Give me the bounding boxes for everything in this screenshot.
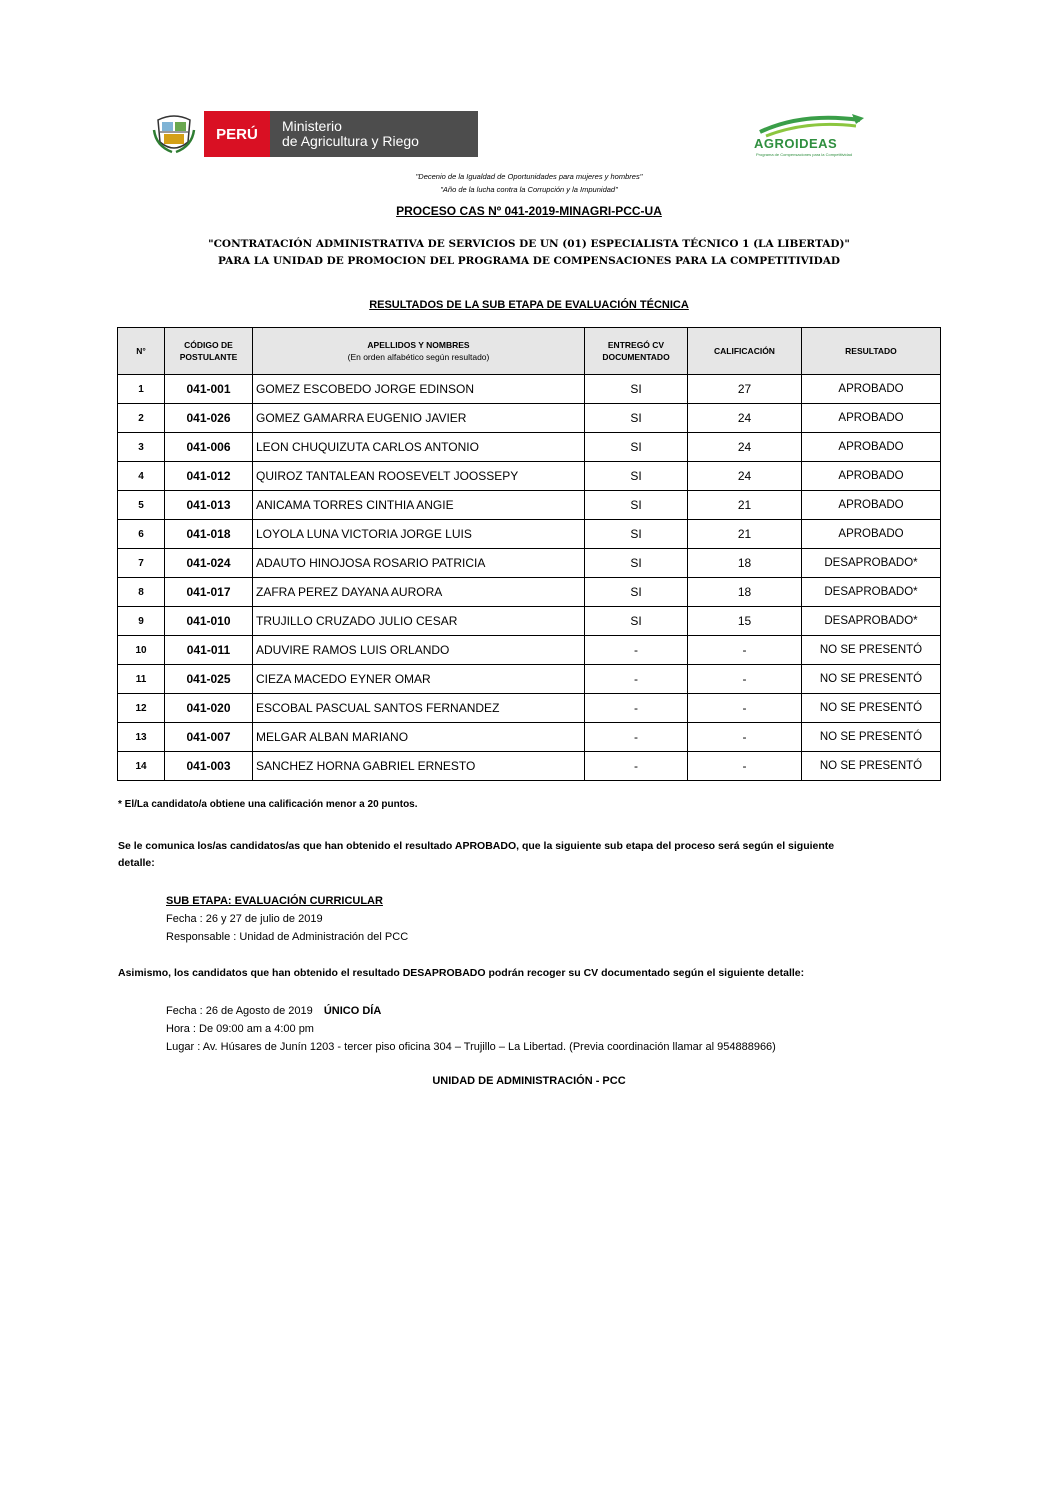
peru-coat-of-arms-icon (152, 112, 196, 156)
applicant-code-cell: 041-003 (165, 752, 253, 781)
score-cell: 21 (688, 520, 802, 549)
score-cell: 21 (688, 491, 802, 520)
applicant-code-cell: 041-001 (165, 375, 253, 404)
agroideas-swoosh-icon (752, 110, 872, 138)
score-cell: - (688, 636, 802, 665)
applicant-name-cell: TRUJILLO CRUZADO JULIO CESAR (253, 607, 585, 636)
approved-notice (118, 838, 938, 872)
table-row (118, 520, 941, 549)
cv-delivered-cell: SI (585, 549, 688, 578)
next-stage-details (166, 892, 408, 946)
agroideas-logo (752, 110, 872, 160)
applicant-code-cell: 041-006 (165, 433, 253, 462)
result-cell: DESAPROBADO* (802, 549, 941, 578)
pickup-place: Lugar : Av. Húsares de Junín 1203 - tercer piso oficina 304 – Trujillo – La Libertad. (Previa coordinación llamar al 954888966) (166, 1041, 776, 1053)
row-number-cell: 14 (118, 752, 165, 781)
header-number: N° (118, 328, 165, 375)
applicant-name-cell: LEON CHUQUIZUTA CARLOS ANTONIO (253, 433, 585, 462)
table-row (118, 752, 941, 781)
table-row (118, 665, 941, 694)
table-header-row (118, 328, 941, 375)
applicant-code-cell: 041-020 (165, 694, 253, 723)
cv-delivered-cell: SI (585, 607, 688, 636)
next-stage-responsible: Responsable : Unidad de Administración del PCC (166, 931, 409, 943)
header-cv-line-2: DOCUMENTADO (602, 352, 670, 362)
result-cell: APROBADO (802, 404, 941, 433)
cv-delivered-cell: - (585, 723, 688, 752)
applicant-code-cell: 041-011 (165, 636, 253, 665)
applicant-name-cell: MELGAR ALBAN MARIANO (253, 723, 585, 752)
table-row (118, 636, 941, 665)
result-cell: APROBADO (802, 462, 941, 491)
applicant-code-cell: 041-018 (165, 520, 253, 549)
header-cv-line-1: ENTREGÓ CV (607, 340, 665, 350)
row-number-cell: 11 (118, 665, 165, 694)
result-cell: APROBADO (802, 375, 941, 404)
table-row (118, 491, 941, 520)
cv-delivered-cell: - (585, 636, 688, 665)
cv-delivered-cell: SI (585, 462, 688, 491)
result-cell: APROBADO (802, 520, 941, 549)
score-cell: - (688, 752, 802, 781)
applicant-name-cell: ADUVIRE RAMOS LUIS ORLANDO (253, 636, 585, 665)
decade-motto: "Decenio de la Igualdad de Oportunidades para mujeres y hombres" (415, 172, 643, 181)
score-cell: 24 (688, 433, 802, 462)
cv-delivered-cell: - (585, 694, 688, 723)
row-number-cell: 2 (118, 404, 165, 433)
contract-title-line-2: PARA LA UNIDAD DE PROMOCION DEL PROGRAMA DE COMPENSACIONES PARA LA COMPETITIVIDAD (217, 255, 841, 267)
applicant-name-cell: ESCOBAL PASCUAL SANTOS FERNANDEZ (253, 694, 585, 723)
pickup-time: Hora : De 09:00 am a 4:00 pm (166, 1023, 314, 1035)
row-number-cell: 6 (118, 520, 165, 549)
agroideas-tagline: Programa de Compensaciones para la Competitividad (756, 152, 853, 157)
table-row (118, 462, 941, 491)
applicant-name-cell: LOYOLA LUNA VICTORIA JORGE LUIS (253, 520, 585, 549)
applicant-code-cell: 041-025 (165, 665, 253, 694)
row-number-cell: 9 (118, 607, 165, 636)
cv-delivered-cell: SI (585, 404, 688, 433)
result-cell: DESAPROBADO* (802, 578, 941, 607)
header-name-line-2: (En orden alfabético según resultado) (347, 352, 490, 362)
applicant-name-cell: ANICAMA TORRES CINTHIA ANGIE (253, 491, 585, 520)
applicant-code-cell: 041-012 (165, 462, 253, 491)
applicant-code-cell: 041-024 (165, 549, 253, 578)
peru-label: PERÚ (204, 111, 270, 157)
result-cell: NO SE PRESENTÓ (802, 723, 941, 752)
table-footnote: * El/La candidato/a obtiene una calificación menor a 20 puntos. (118, 799, 418, 810)
cv-delivered-cell: - (585, 665, 688, 694)
disapproved-notice: Asimismo, los candidatos que han obtenido el resultado DESAPROBADO podrán recoger su CV documentado según el siguiente detalle: (118, 967, 805, 979)
ministry-line-1: Ministerio (282, 118, 342, 134)
score-cell: - (688, 665, 802, 694)
applicant-name-cell: GOMEZ GAMARRA EUGENIO JAVIER (253, 404, 585, 433)
row-number-cell: 5 (118, 491, 165, 520)
score-cell: - (688, 723, 802, 752)
table-row (118, 607, 941, 636)
result-cell: APROBADO (802, 433, 941, 462)
cv-delivered-cell: SI (585, 491, 688, 520)
agroideas-wordmark: AGROIDEAS (754, 136, 838, 151)
header-code-line-2: POSTULANTE (179, 352, 238, 362)
score-cell: 24 (688, 404, 802, 433)
row-number-cell: 3 (118, 433, 165, 462)
result-cell: DESAPROBADO* (802, 607, 941, 636)
result-cell: NO SE PRESENTÓ (802, 636, 941, 665)
applicant-code-cell: 041-010 (165, 607, 253, 636)
table-row (118, 549, 941, 578)
approved-notice-line-1: Se le comunica los/as candidatos/as que han obtenido el resultado APROBADO, que la siguiente sub etapa del proceso será según el siguiente (118, 840, 835, 852)
table-row (118, 578, 941, 607)
applicant-code-cell: 041-026 (165, 404, 253, 433)
applicant-code-cell: 041-013 (165, 491, 253, 520)
table-row (118, 404, 941, 433)
header-cv (585, 328, 688, 375)
score-cell: 18 (688, 578, 802, 607)
row-number-cell: 8 (118, 578, 165, 607)
applicant-name-cell: CIEZA MACEDO EYNER OMAR (253, 665, 585, 694)
result-cell: APROBADO (802, 491, 941, 520)
header-code (165, 328, 253, 375)
header-code-line-1: CÓDIGO DE (184, 340, 233, 350)
applicant-name-cell: ZAFRA PEREZ DAYANA AURORA (253, 578, 585, 607)
next-stage-date: Fecha : 26 y 27 de julio de 2019 (166, 913, 323, 925)
score-cell: 27 (688, 375, 802, 404)
ministry-label (270, 111, 478, 157)
row-number-cell: 1 (118, 375, 165, 404)
score-cell: 18 (688, 549, 802, 578)
applicant-name-cell: GOMEZ ESCOBEDO JORGE EDINSON (253, 375, 585, 404)
row-number-cell: 10 (118, 636, 165, 665)
ministry-line-2: de Agricultura y Riego (282, 133, 419, 149)
cv-delivered-cell: SI (585, 520, 688, 549)
applicant-name-cell: SANCHEZ HORNA GABRIEL ERNESTO (253, 752, 585, 781)
contract-title-line-1: "CONTRATACIÓN ADMINISTRATIVA DE SERVICIOS DE UN (01) ESPECIALISTA TÉCNICO 1 (LA LIBERTAD)" (208, 238, 850, 250)
year-motto: "Año de la lucha contra la Corrupción y la Impunidad" (440, 185, 618, 194)
header-result: RESULTADO (802, 328, 941, 375)
table-row (118, 433, 941, 462)
applicant-code-cell: 041-007 (165, 723, 253, 752)
row-number-cell: 7 (118, 549, 165, 578)
row-number-cell: 12 (118, 694, 165, 723)
header-name-line-1: APELLIDOS Y NOMBRES (367, 340, 470, 350)
cv-delivered-cell: SI (585, 578, 688, 607)
cv-delivered-cell: SI (585, 433, 688, 462)
signature-unit: UNIDAD DE ADMINISTRACIÓN - PCC (432, 1075, 626, 1087)
result-cell: NO SE PRESENTÓ (802, 694, 941, 723)
score-cell: 15 (688, 607, 802, 636)
results-title: RESULTADOS DE LA SUB ETAPA DE EVALUACIÓN TÉCNICA (369, 299, 689, 311)
pickup-details (166, 1002, 776, 1056)
header-name (253, 328, 585, 375)
table-row (118, 694, 941, 723)
score-cell: - (688, 694, 802, 723)
result-cell: NO SE PRESENTÓ (802, 665, 941, 694)
pickup-date-note: ÚNICO DÍA (323, 1005, 382, 1017)
process-title: PROCESO CAS Nº 041-2019-MINAGRI-PCC-UA (396, 204, 662, 218)
header-score: CALIFICACIÓN (688, 328, 802, 375)
applicant-code-cell: 041-017 (165, 578, 253, 607)
score-cell: 24 (688, 462, 802, 491)
table-row (118, 375, 941, 404)
pickup-date: Fecha : 26 de Agosto de 2019 (166, 1005, 313, 1017)
results-table (117, 327, 941, 781)
cv-delivered-cell: - (585, 752, 688, 781)
next-stage-title: SUB ETAPA: EVALUACIÓN CURRICULAR (166, 895, 383, 907)
applicant-name-cell: ADAUTO HINOJOSA ROSARIO PATRICIA (253, 549, 585, 578)
row-number-cell: 13 (118, 723, 165, 752)
minagri-logo (152, 110, 482, 158)
result-cell: NO SE PRESENTÓ (802, 752, 941, 781)
applicant-name-cell: QUIROZ TANTALEAN ROOSEVELT JOOSSEPY (253, 462, 585, 491)
cv-delivered-cell: SI (585, 375, 688, 404)
table-row (118, 723, 941, 752)
row-number-cell: 4 (118, 462, 165, 491)
approved-notice-line-2: detalle: (118, 857, 155, 869)
